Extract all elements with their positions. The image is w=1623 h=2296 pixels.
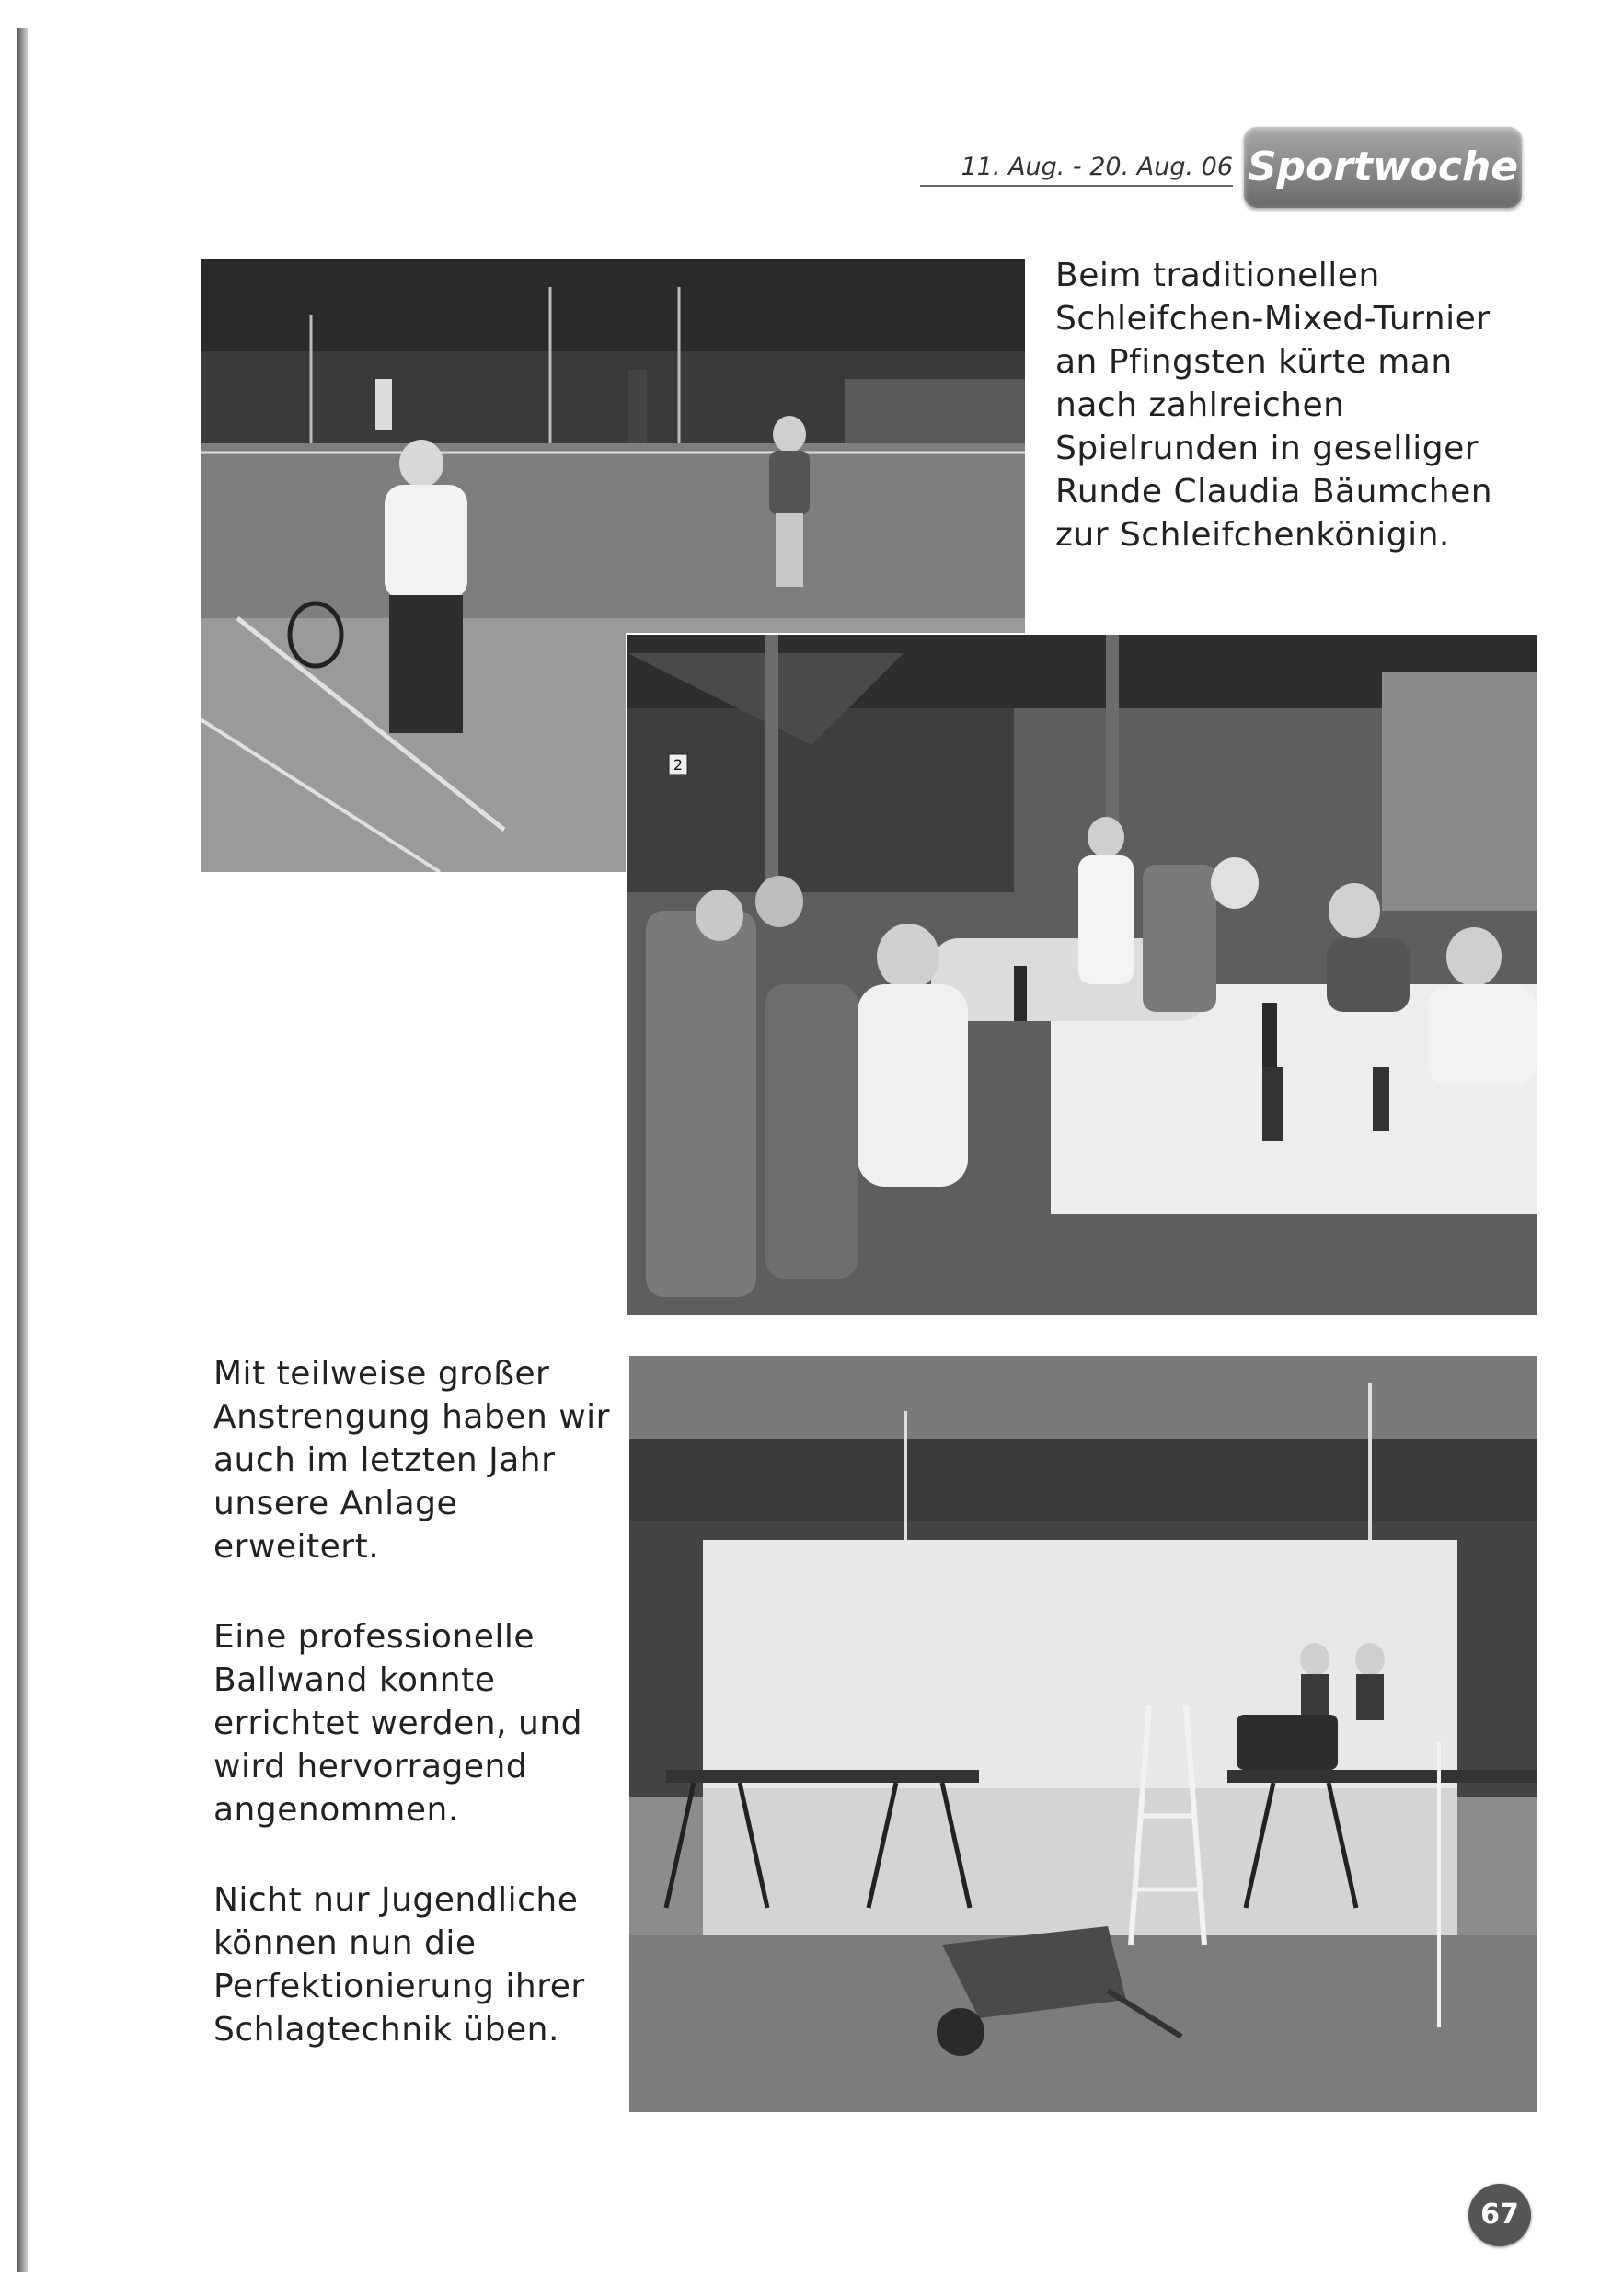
page-binding-edge: [17, 28, 28, 2272]
photo-club-gathering: [626, 633, 1538, 1317]
caption-facility-expansion: Mit teilweise großer Anstrengung haben wir auch im letzten Jahr unsere Anlage erweitert.: [213, 1355, 610, 1566]
section-badge: Sportwoche: [1244, 127, 1522, 208]
page-number: 67: [1468, 2184, 1531, 2246]
court-number-marker: 2: [673, 756, 684, 774]
caption-youth-training: Nicht nur Jugendliche können nun die Perfektionierung ihrer Schlagtechnik üben.: [213, 1881, 585, 2049]
caption-ballwand: Eine professionelle Ballwand konnte errichtet werden, und wird hervorragend angenommen.: [213, 1618, 582, 1829]
photo-practice-wall: [629, 1356, 1537, 2112]
caption-tournament: Beim traditionellen Schleifchen-Mixed-Turnier an Pfingsten kürte man nach zahlreichen Spielrunden in geselliger Runde Claudia Bäumchen zur Schleifchenkönigin.: [1055, 257, 1493, 554]
header-date-range: 11. Aug. - 20. Aug. 06: [920, 153, 1233, 187]
